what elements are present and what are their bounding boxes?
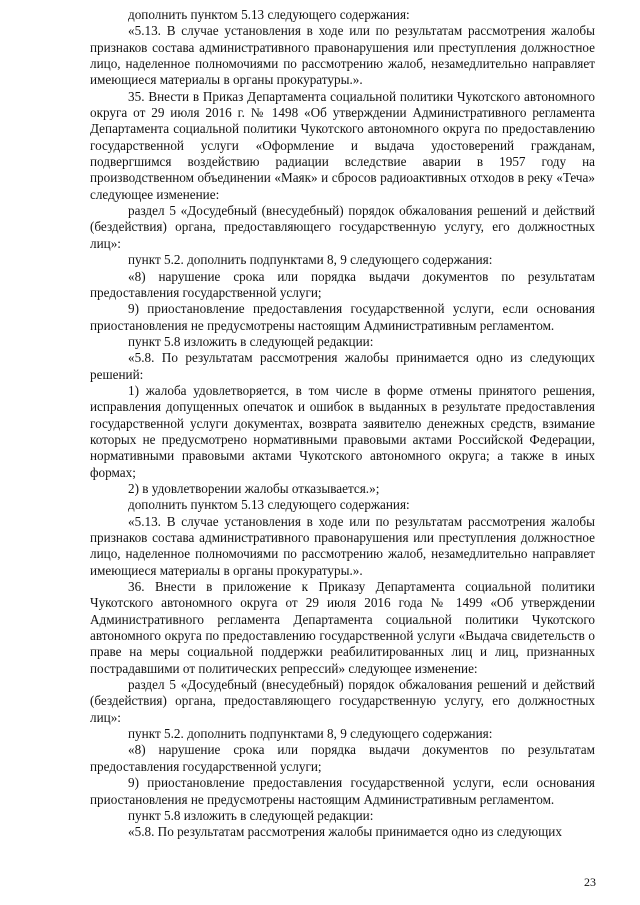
paragraph-point-5-2: пункт 5.2. дополнить подпунктами 8, 9 следующего содержания: (128, 252, 493, 268)
paragraph-subpoint-8: «8) нарушение срока или порядка выдачи документов по результатам предоставления государственной услуги; (90, 268, 595, 300)
paragraph-clause-5-8: «5.8. По результатам рассмотрения жалобы принимается одно из следующих решений: (90, 350, 595, 382)
paragraph-subpoint-9: 9) приостановление предоставления государственной услуги, если основания приостановления не предусмотрены настоящим Административным регламентом. (90, 301, 595, 333)
paragraph-section-5: раздел 5 «Досудебный (внесудебный) порядок обжалования решений и действий (бездействия) органа, предоставляющего государственную услугу, его должностных лиц»: (90, 203, 595, 251)
paragraph-decision-2: 2) в удовлетворении жалобы отказывается.»; (128, 480, 380, 496)
page-number: 23 (584, 875, 596, 889)
paragraph-item-35: 35. Внести в Приказ Департамента социальной политики Чукотского автономного округа от 29 июля 2016 г. № 1498 «Об утверждении Административного регламента Департамента социальной политики Чукотского автономного округа по предоставлению государственной услуги «Оформление и выдача удостоверений гражданам, подвергшимся воздействию радиации вследствие аварии в 1957 году на производственном объединении «Маяк» и сбросов радиоактивных отходов в реку «Теча» следующее изменение: (90, 88, 595, 202)
paragraph-point-5-8: пункт 5.8 изложить в следующей редакции: (128, 333, 374, 349)
paragraph-clause-5-8-2: «5.8. По результатам рассмотрения жалобы принимается одно из следующих (128, 824, 562, 840)
paragraph-decision-1: 1) жалоба удовлетворяется, в том числе в форме отмены принятого решения, исправления допущенных опечаток и ошибок в выданных в результате предоставления государственной услуги документах, возврата заявителю денежных средств, взимание которых не предусмотрено нормативными правовыми актами Российской Федерации, нормативными правовыми актами Чукотского автономного округа; а также в иных формах; (90, 382, 595, 480)
paragraph-item-36: 36. Внести в приложение к Приказу Департамента социальной политики Чукотского автономного округа от 29 июля 2016 года № 1499 «Об утверждении Административного регламента Департамента социальной политики Чукотского автономного округа по предоставлению государственной услуги «Выдача свидетельств о праве на меры социальной поддержки реабилитированных лиц и лиц, признанных пострадавшими от политических репрессий» следующее изменение: (90, 579, 595, 676)
document-body (90, 7, 595, 841)
paragraph-section-5-2: раздел 5 «Досудебный (внесудебный) порядок обжалования решений и действий (бездействия) органа, предоставляющего государственную услугу, его должностных лиц»: (90, 677, 595, 725)
paragraph-clause-5-13: «5.13. В случае установления в ходе или по результатам рассмотрения жалобы признаков состава административного правонарушения или преступления должностное лицо, наделенное полномочиями по рассмотрению жалоб, незамедлительно направляет имеющиеся материалы в органы прокуратуры.». (90, 23, 595, 88)
paragraph-point-5-8-2: пункт 5.8 изложить в следующей редакции: (128, 807, 374, 823)
paragraph-subpoint-9-2: 9) приостановление предоставления государственной услуги, если основания приостановления не предусмотрены настоящим Административным регламентом. (90, 775, 595, 807)
paragraph-amend-5-13-intro-2: дополнить пунктом 5.13 следующего содержания: (128, 497, 410, 513)
paragraph-clause-5-13-2: «5.13. В случае установления в ходе или по результатам рассмотрения жалобы признаков состава административного правонарушения или преступления должностное лицо, наделенное полномочиями по рассмотрению жалоб, незамедлительно направляет имеющиеся материалы в органы прокуратуры.». (90, 513, 595, 578)
paragraph-subpoint-8-2: «8) нарушение срока или порядка выдачи документов по результатам предоставления государственной услуги; (90, 742, 595, 774)
paragraph-amend-5-13-intro: дополнить пунктом 5.13 следующего содержания: (128, 7, 410, 22)
paragraph-point-5-2-2: пункт 5.2. дополнить подпунктами 8, 9 следующего содержания: (128, 726, 493, 742)
